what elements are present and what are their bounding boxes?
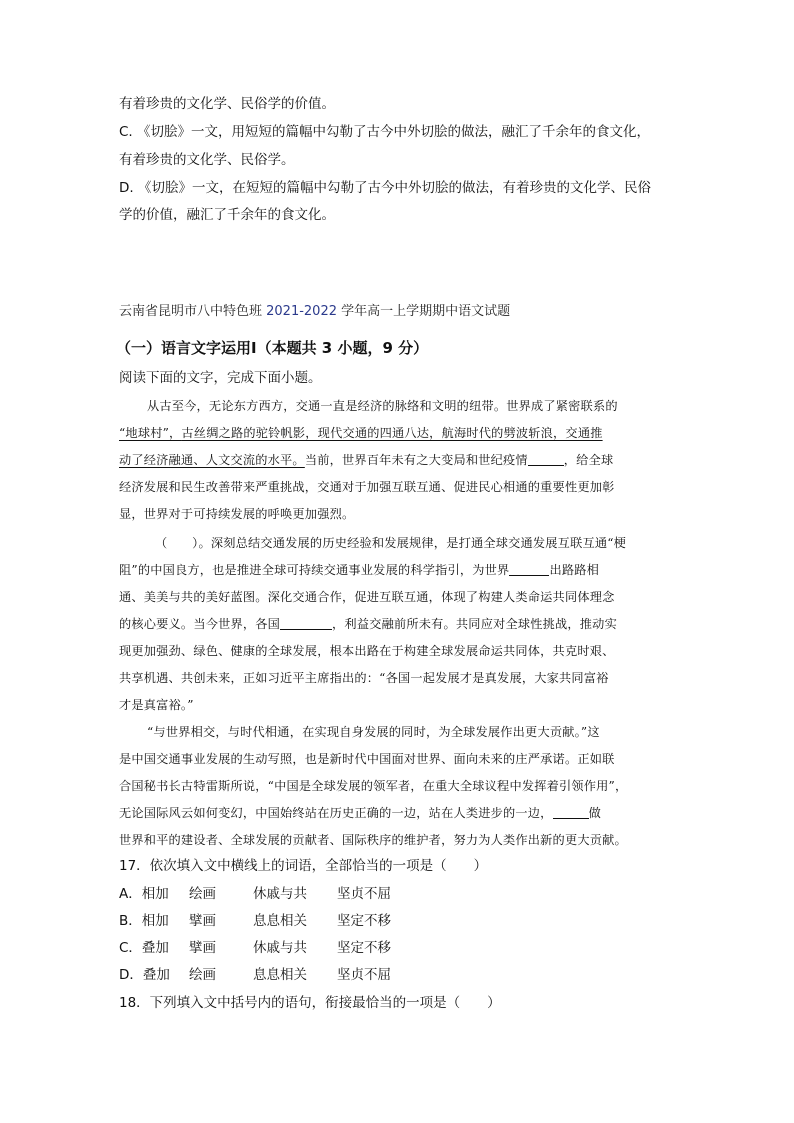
passage-line xyxy=(119,560,599,580)
option-word: 休戚与共 xyxy=(253,940,307,956)
option-label: A．相加 xyxy=(119,886,169,902)
underlined-text: 古丝绸之路的驼铃帆影，现代交通的四通八达，航海时代的劈波斩浪，交通推 xyxy=(181,426,603,440)
passage-line: 共享机遇、共创未来，正如习近平主席指出的：“各国一起发展才是真发展，大家共同富裕 xyxy=(119,671,609,685)
exam-title-prefix: 云南省昆明市八中特色班 xyxy=(119,304,267,319)
underlined-text: 动了经济融通、人文交流的水平。 xyxy=(119,453,305,467)
option-label: C．叠加 xyxy=(119,940,169,956)
passage-text: ，利益交融前所未有。共同应对全球性挑战，推动实 xyxy=(332,617,617,631)
fill-blank-3 xyxy=(280,615,332,630)
question-17-stem: 17．依次填入文中横线上的词语，全部恰当的一项是（ ） xyxy=(119,858,488,874)
passage-line: 从古至今，无论东方西方，交通一直是经济的脉络和文明的纽带。世界成了紧密联系的 xyxy=(147,399,618,413)
passage-line: 合国秘书长古特雷斯所说，“中国是全球发展的领军者，在重大全球议程中发挥着引领作用”， xyxy=(119,779,628,793)
passage-line: 显，世界对于可持续发展的呼唤更加强烈。 xyxy=(119,507,355,521)
passage-text: ，给全球 xyxy=(563,453,614,467)
option-label: B．相加 xyxy=(119,913,169,929)
passage-line: 世界和平的建设者、全球发展的贡献者、国际秩序的维护者，努力为人类作出新的更大贡献。 xyxy=(119,833,627,847)
option-word: 擘画 xyxy=(189,940,216,956)
option-d-line2: 学的价值，融汇了千余年的食文化。 xyxy=(119,207,335,223)
option-word: 擘画 xyxy=(189,913,216,929)
option-word: 息息相关 xyxy=(253,967,307,983)
passage-line: （ ）。深刻总结交通发展的历史经验和发展规律，是打通全球交通发展互联互通“梗 xyxy=(155,536,627,550)
passage-line xyxy=(119,450,613,470)
passage-text: 的核心要义。当今世界，各国 xyxy=(119,617,281,631)
passage-text: 出路路相 xyxy=(549,563,600,577)
option-b-continuation: 有着珍贵的文化学、民俗学的价值。 xyxy=(119,96,335,112)
fill-blank-1 xyxy=(528,451,564,466)
passage-text: 当前，世界百年未有之大变局和世纪疫情 xyxy=(304,453,528,467)
passage-text: 做 xyxy=(588,806,601,820)
passage-text: 无论国际风云如何变幻，中国始终站在历史正确的一边，站在人类进步的一边， xyxy=(119,806,553,820)
option-label: D．叠加 xyxy=(119,967,170,983)
passage-line xyxy=(119,614,617,634)
fill-blank-4 xyxy=(553,804,589,819)
passage-line: 通、美美与共的美好蓝图。深化交通合作，促进互联互通，体现了构建人类命运共同体理念 xyxy=(119,590,615,604)
option-word: 休戚与共 xyxy=(253,886,307,902)
option-c-line1: C. 《切脍》一文，用短短的篇幅中勾勒了古今中外切脍的做法，融汇了千余年的食文化， xyxy=(119,124,651,140)
option-word: 绘画 xyxy=(189,967,216,983)
option-word: 坚定不移 xyxy=(337,913,391,929)
option-word: 坚贞不屈 xyxy=(337,886,391,902)
option-d-line1: D. 《切脍》一文，在短短的篇幅中勾勒了古今中外切脍的做法，有着珍贵的文化学、民俗 xyxy=(119,180,651,196)
passage-line xyxy=(119,803,601,823)
option-word: 坚贞不屈 xyxy=(337,967,391,983)
exam-title xyxy=(119,302,510,322)
option-word: 息息相关 xyxy=(253,913,307,929)
passage-line: 是中国交通事业发展的生动写照，也是新时代中国面对世界、面向未来的庄严承诺。正如联 xyxy=(119,752,615,766)
passage-line: “与世界相交，与时代相通，在实现自身发展的同时，为全球发展作出更大贡献。”这 xyxy=(147,725,600,739)
passage-text: 阻”的中国良方，也是推进全球可持续交通事业发展的科学指引，为世界 xyxy=(119,563,510,577)
passage-line xyxy=(119,423,603,443)
reading-instruction: 阅读下面的文字，完成下面小题。 xyxy=(119,370,322,386)
fill-blank-2 xyxy=(509,561,549,576)
passage-line: 经济发展和民生改善带来严重挑战，交通对于加强互联互通、促进民心相通的重要性更加彰 xyxy=(119,480,615,494)
exam-title-suffix: 学年高一上学期期中语文试题 xyxy=(337,304,511,319)
passage-line: 才是真富裕。” xyxy=(119,698,194,712)
exam-title-year: 2021-2022 xyxy=(266,304,337,319)
passage-line: 现更加强劲、绿色、健康的全球发展，根本出路在于构建全球发展命运共同体，共克时艰、 xyxy=(119,644,615,658)
question-18-stem: 18．下列填入文中括号内的语句，衔接最恰当的一项是（ ） xyxy=(119,995,501,1011)
option-c-line2: 有着珍贵的文化学、民俗学。 xyxy=(119,152,295,168)
reading-passage xyxy=(119,396,674,856)
option-word: 坚定不移 xyxy=(337,940,391,956)
underlined-text: “地球村”， xyxy=(119,426,182,440)
option-word: 绘画 xyxy=(189,886,216,902)
section-heading: （一）语言文字运用Ⅰ（本题共 3 小题，9 分） xyxy=(116,339,429,357)
